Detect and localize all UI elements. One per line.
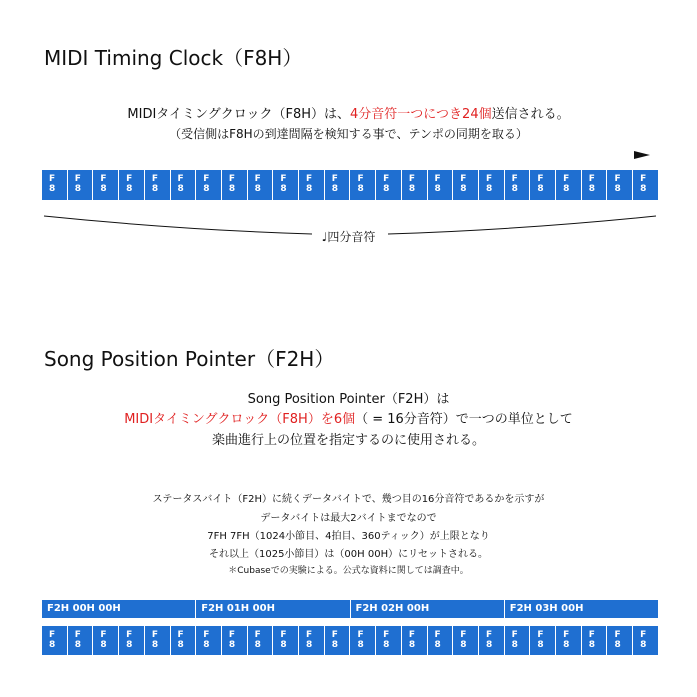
cell-top-text: F: [306, 174, 313, 184]
f8-clock-cell: [119, 170, 145, 200]
cell-top-text: F: [640, 630, 647, 640]
cell-bottom-text: 8: [614, 184, 621, 194]
note-line4: それ以上（1025小節目）は（00H 00H）にリセットされる。: [208, 549, 489, 560]
cell-bottom-text: 8: [100, 184, 107, 194]
f8-clock-cell: [479, 626, 505, 655]
f8-clock-cell: [145, 626, 171, 655]
cell-bottom-text: 8: [49, 640, 56, 650]
cell-bottom-text: 8: [537, 184, 544, 194]
cell-top-text: F: [331, 630, 338, 640]
f8-clock-cell: [428, 626, 454, 655]
timing-clock-strip: [42, 170, 658, 200]
cell-bottom-text: 8: [49, 184, 56, 194]
cell-bottom-text: 8: [614, 640, 621, 650]
f8-clock-cell: [402, 170, 428, 200]
cell-bottom-text: 8: [460, 640, 467, 650]
cell-bottom-text: 8: [203, 184, 210, 194]
cell-top-text: F: [49, 630, 56, 640]
cell-bottom-text: 8: [588, 184, 596, 194]
section2-desc-suffix: （ = 16分音符）で一つの単位として: [355, 412, 573, 427]
f8-clock-cell: [222, 626, 248, 655]
cell-bottom-text: 8: [254, 184, 261, 194]
cell-top-text: F: [383, 174, 390, 184]
cell-top-text: F: [460, 630, 467, 640]
f8-clock-cell: [350, 170, 376, 200]
f8-clock-cell: [325, 626, 351, 655]
cell-top-text: F: [588, 174, 595, 184]
f8-clock-cell: [119, 626, 145, 655]
cell-bottom-text: 8: [228, 640, 236, 650]
cell-top-text: F: [588, 630, 595, 640]
spp-header-cell: F2H 02H 00H: [351, 600, 505, 618]
cell-bottom-text: 8: [640, 640, 647, 650]
cell-bottom-text: 8: [460, 184, 467, 194]
cell-top-text: F: [383, 630, 390, 640]
cell-bottom-text: 8: [408, 640, 416, 650]
cell-top-text: F: [511, 630, 518, 640]
cell-bottom-text: 8: [563, 184, 570, 194]
cell-top-text: F: [434, 630, 441, 640]
cell-top-text: F: [74, 174, 81, 184]
song-position-strip: [42, 626, 658, 655]
section1-desc-prefix: MIDIタイミングクロック（F8H）は、: [127, 107, 351, 122]
cell-top-text: F: [203, 174, 210, 184]
f8-clock-cell: [556, 170, 582, 200]
cell-top-text: F: [563, 174, 570, 184]
f8-clock-cell: [42, 626, 68, 655]
f8-clock-cell: [325, 170, 351, 200]
cell-bottom-text: 8: [280, 640, 287, 650]
cell-top-text: F: [485, 630, 493, 640]
cell-top-text: F: [331, 174, 338, 184]
cell-bottom-text: 8: [511, 184, 518, 194]
cell-bottom-text: 8: [126, 184, 133, 194]
cell-top-text: F: [640, 174, 647, 184]
cell-top-text: F: [563, 630, 570, 640]
cell-bottom-text: 8: [177, 184, 184, 194]
cell-top-text: F: [100, 630, 107, 640]
cell-top-text: F: [126, 174, 133, 184]
f8-clock-cell: [68, 626, 94, 655]
f8-clock-cell: [453, 170, 479, 200]
cell-bottom-text: 8: [383, 640, 390, 650]
cell-top-text: F: [357, 174, 364, 184]
f8-clock-cell: [299, 626, 325, 655]
cell-top-text: F: [254, 174, 261, 184]
cell-top-text: F: [357, 630, 364, 640]
note-line5: ＊Cubaseでの実験による。公式な資料に関しては調査中。: [228, 566, 469, 576]
section1-title: MIDI Timing Clock（F8H）: [44, 46, 303, 70]
cell-top-text: F: [408, 174, 415, 184]
quarter-note-label: ♩四分音符: [321, 230, 376, 244]
f8-clock-cell: [479, 170, 505, 200]
cell-bottom-text: 8: [434, 184, 441, 194]
section2-desc-line3: 楽曲進行上の位置を指定するのに使用される。: [211, 433, 485, 448]
f8-clock-cell: [530, 170, 556, 200]
f8-clock-cell: [248, 626, 274, 655]
cell-top-text: F: [460, 174, 467, 184]
f8-clock-cell: [273, 626, 299, 655]
note-line1: ステータスバイト（F2H）に続くデータバイトで、幾つ目の16分音符であるかを示すが: [152, 494, 545, 505]
cell-top-text: F: [614, 174, 621, 184]
f8-clock-cell: [145, 170, 171, 200]
f8-clock-cell: [607, 626, 633, 655]
f8-clock-cell: [633, 626, 658, 655]
cell-top-text: F: [434, 174, 441, 184]
section1-desc-line1: [0, 103, 697, 122]
spp-header-cell: F2H 00H 00H: [42, 600, 196, 618]
cell-top-text: F: [280, 630, 287, 640]
cell-bottom-text: 8: [306, 640, 313, 650]
f8-clock-cell: [607, 170, 633, 200]
cell-top-text: F: [280, 174, 287, 184]
cell-top-text: F: [306, 630, 313, 640]
cell-bottom-text: 8: [151, 184, 159, 194]
cell-bottom-text: 8: [331, 184, 338, 194]
cell-bottom-text: 8: [434, 640, 441, 650]
note-line2: データバイトは最大2バイトまでなので: [260, 513, 437, 524]
cell-top-text: F: [177, 174, 184, 184]
cell-bottom-text: 8: [74, 640, 81, 650]
f8-clock-cell: [582, 170, 608, 200]
cell-top-text: F: [485, 174, 493, 184]
f8-clock-cell: [171, 170, 197, 200]
cell-top-text: F: [254, 630, 261, 640]
f8-clock-cell: [505, 170, 531, 200]
cell-bottom-text: 8: [331, 640, 338, 650]
section1-desc-line2: （受信側はF8Hの到達間隔を検知する事で、テンポの同期を取る）: [169, 127, 528, 141]
cell-top-text: F: [151, 174, 158, 184]
cell-top-text: F: [228, 174, 236, 184]
f8-clock-cell: [196, 626, 222, 655]
f8-clock-cell: [299, 170, 325, 200]
cell-bottom-text: 8: [485, 184, 493, 194]
f8-clock-cell: [633, 170, 658, 200]
cell-bottom-text: 8: [357, 640, 364, 650]
cell-bottom-text: 8: [511, 640, 518, 650]
f8-clock-cell: [530, 626, 556, 655]
cell-bottom-text: 8: [588, 640, 596, 650]
cell-top-text: F: [203, 630, 210, 640]
f8-clock-cell: [171, 626, 197, 655]
f8-clock-cell: [556, 626, 582, 655]
cell-top-text: F: [511, 174, 518, 184]
cell-bottom-text: 8: [126, 640, 133, 650]
cell-top-text: F: [49, 174, 56, 184]
cell-bottom-text: 8: [100, 640, 107, 650]
cell-top-text: F: [228, 630, 236, 640]
cell-top-text: F: [177, 630, 184, 640]
f8-clock-cell: [248, 170, 274, 200]
section1-desc-red: 4分音符一つにつき24個: [350, 107, 492, 122]
cell-bottom-text: 8: [74, 184, 81, 194]
cell-bottom-text: 8: [280, 184, 287, 194]
section2-desc-red: MIDIタイミングクロック（F8H）を6個: [124, 412, 356, 427]
cell-bottom-text: 8: [537, 640, 544, 650]
cell-top-text: F: [100, 174, 107, 184]
cell-bottom-text: 8: [383, 184, 390, 194]
f8-clock-cell: [93, 170, 119, 200]
f8-clock-cell: [453, 626, 479, 655]
cell-bottom-text: 8: [306, 184, 313, 194]
f8-clock-cell: [402, 626, 428, 655]
section2-title: Song Position Pointer（F2H）: [44, 347, 335, 371]
cell-bottom-text: 8: [151, 640, 159, 650]
cell-top-text: F: [408, 630, 415, 640]
cell-top-text: F: [537, 174, 544, 184]
cell-bottom-text: 8: [228, 184, 236, 194]
note-line3: 7FH 7FH（1024小節目、4拍目、360ティック）が上限となり: [207, 531, 490, 542]
f8-clock-cell: [222, 170, 248, 200]
cell-bottom-text: 8: [640, 184, 647, 194]
cell-bottom-text: 8: [254, 640, 261, 650]
f8-clock-cell: [376, 626, 402, 655]
cell-bottom-text: 8: [485, 640, 493, 650]
spp-header-cell: F2H 03H 00H: [509, 603, 584, 614]
f8-clock-cell: [582, 626, 608, 655]
song-position-header-row: [42, 600, 658, 618]
f8-clock-cell: [273, 170, 299, 200]
f8-clock-cell: [68, 170, 94, 200]
f8-clock-cell: [42, 170, 68, 200]
section2-desc-line2: [0, 408, 697, 427]
cell-bottom-text: 8: [563, 640, 570, 650]
f8-clock-cell: [93, 626, 119, 655]
spp-header-cell: F2H 01H 00H: [196, 600, 350, 618]
cell-top-text: F: [614, 630, 621, 640]
f8-clock-cell: [428, 170, 454, 200]
cell-bottom-text: 8: [408, 184, 416, 194]
cell-top-text: F: [151, 630, 158, 640]
cell-bottom-text: 8: [177, 640, 184, 650]
cell-bottom-text: 8: [357, 184, 364, 194]
cell-top-text: F: [126, 630, 133, 640]
cell-bottom-text: 8: [203, 640, 210, 650]
f8-clock-cell: [350, 626, 376, 655]
f8-clock-cell: [505, 626, 531, 655]
cell-top-text: F: [74, 630, 81, 640]
timeline-arrow: [42, 148, 658, 162]
section1-desc-suffix: 送信される。: [491, 107, 570, 122]
section2-desc-line1: Song Position Pointer（F2H）は: [247, 392, 450, 407]
cell-top-text: F: [537, 630, 544, 640]
f8-clock-cell: [376, 170, 402, 200]
f8-clock-cell: [196, 170, 222, 200]
